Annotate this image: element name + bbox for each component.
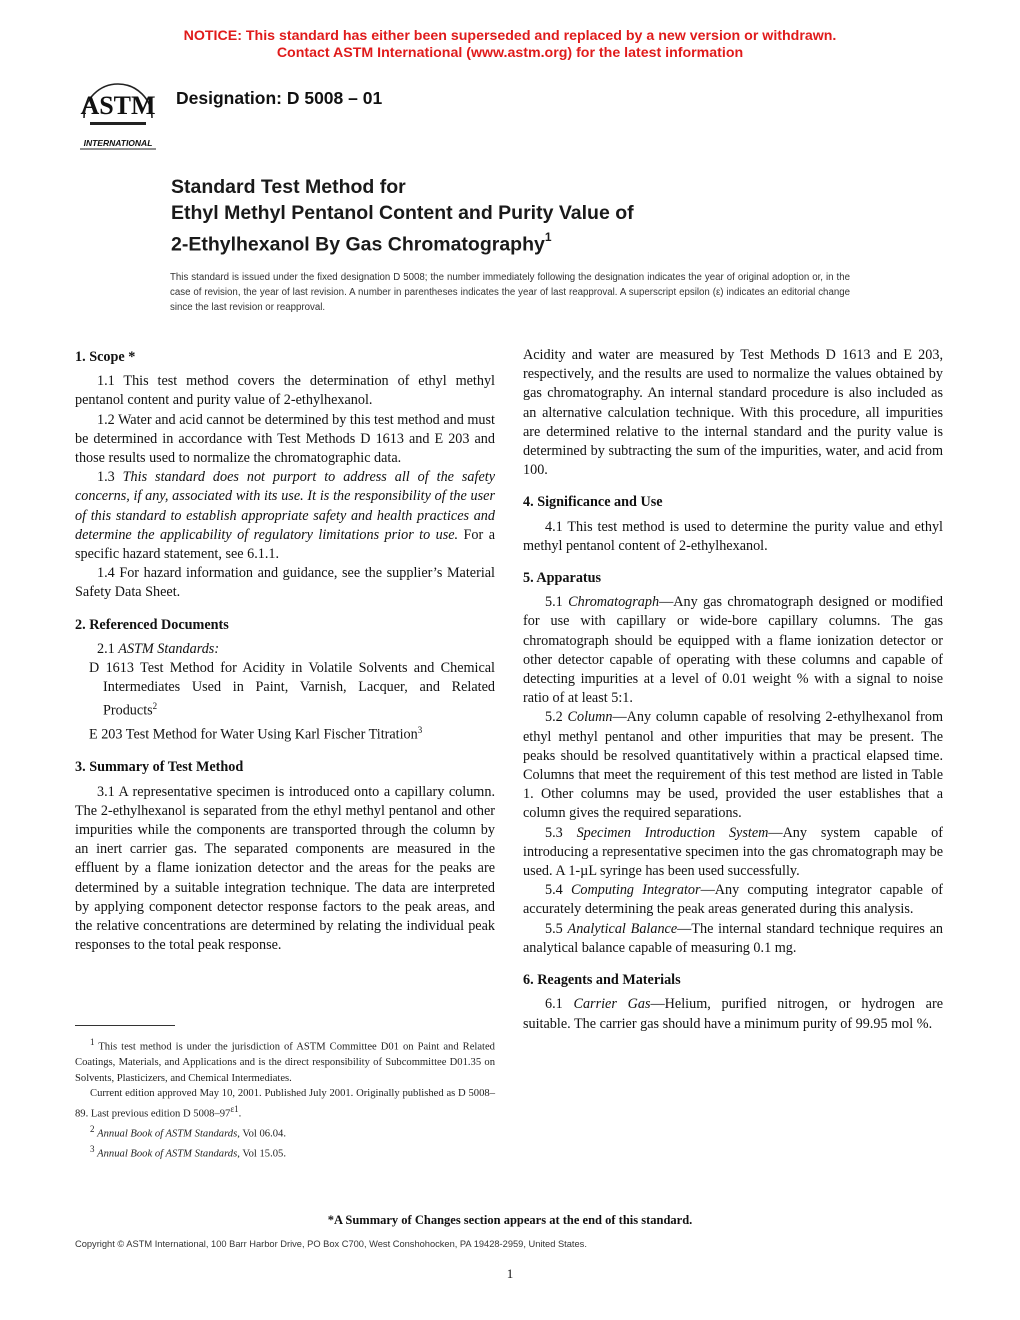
paragraph-3-1-continued: Acidity and water are measured by Test Methods D 1613 and E 203, respectively, and the results are used to normalize the values obtained by gas chromatography. An internal standard procedure is also included as an alternative calculation technique. With this procedure, all impurities are determined relative to the internal standard and the purity value is determined by subtracting the sum of the impurities, water, and acid from 100.: [523, 347, 943, 479]
astm-logo: [70, 72, 166, 154]
right-column: [523, 346, 943, 1034]
paragraph-2-1: 2.1 ASTM Standards:: [97, 640, 220, 657]
section-3-heading: 3. Summary of Test Method: [75, 759, 244, 776]
paragraph-4-1: 4.1 This test method is used to determine the purity value and ethyl methyl pentanol content of 2-ethylhexanol.: [523, 518, 943, 554]
footnote-3: $^3$ Annual Book of ASTM Standards, Vol 15.05.: [90, 1143, 286, 1160]
paragraph-1-2: 1.2 Water and acid cannot be determined by this test method and must be determined in accordance with Test Methods D 1613 and E 203 and those results used to normalize the chromatographic data.: [75, 411, 495, 467]
paragraph-5-1: 5.1 Chromatograph—Any gas chromatograph designed or modified for use with capillary or wide-bore capillary columns. The gas chromatograph should be equipped with a flame ionization detector or other detector capable of operating with these columns and capable of detecting impurities at a level of 0.01 weight % with a signal to noise ratio of at least 5:1.: [523, 594, 944, 707]
notice-line-2: Contact ASTM International (www.astm.org) for the latest information: [276, 45, 744, 61]
notice-line-1: NOTICE: This standard has either been superseded and replaced by a new version or withdrawn.: [183, 28, 837, 44]
paragraph-5-3: 5.3 Specimen Introduction System—Any system capable of introducing a representative specimen into the gas chromatograph may be used. A 1-µL syringe has been used successfully.: [523, 824, 944, 880]
footnotes: [75, 1035, 495, 1162]
title-line-2: Ethyl Methyl Pentanol Content and Purity Value of: [171, 202, 634, 224]
page-number: 1: [506, 1266, 514, 1281]
paragraph-1-3: 1.3 This standard does not purport to address all of the safety concerns, if any, associated with its use. It is the responsibility of the user of this standard to establish appropriate safety and health practices and determine the applicability of regulatory limitations prior to use. For a specific hazard statement, see 6.1.1.: [75, 469, 495, 563]
section-5-heading: 5. Apparatus: [523, 570, 602, 587]
title-line-3: 2-Ethylhexanol By Gas Chromatography: [171, 233, 545, 256]
reference-e203: E 203 Test Method for Water Using Karl Fischer Titration$^3$: [89, 725, 423, 744]
paragraph-1-1: 1.1 This test method covers the determination of ethyl methyl pentanol content and purity value of 2-ethylhexanol.: [75, 373, 495, 409]
section-6-heading: 6. Reagents and Materials: [523, 972, 681, 989]
document-title: [171, 174, 634, 258]
withdrawal-notice: [0, 28, 1020, 62]
paragraph-5-5: 5.5 Analytical Balance—The internal standard technique requires an analytical balance capable of measuring 0.1 mg.: [523, 920, 944, 956]
footnote-1: $^1$ This test method is under the jurisdiction of ASTM Committee D01 on Paint and Related Coatings, Materials, and Applications and is the direct responsibility of Subcommittee D01.35 on Solvents, Plasticizers, and Chemical Intermediates.: [75, 1037, 495, 1084]
footnote-1-edition: Current edition approved May 10, 2001. Published July 2001. Originally published as D 5008–89. Last previous edition D $5008-97^{\varepsilon 1}$.: [75, 1088, 495, 1120]
paragraph-1-4: 1.4 For hazard information and guidance, see the supplier’s Material Safety Data Sheet.: [75, 565, 495, 601]
logo-text: ASTM: [80, 91, 156, 120]
title-line-1: Standard Test Method for: [171, 176, 406, 198]
footnote-2: $^2$ Annual Book of ASTM Standards, Vol 06.04.: [90, 1123, 286, 1140]
paragraph-5-2: 5.2 Column—Any column capable of resolving 2-ethylhexanol from ethyl methyl pentanol and other impurities that may be present. The peaks should be resolved quantitatively within a practical elapsed time. Columns that meet the requirement of this test method are listed in Table 1. Other columns may be used, provided the user establishes that a column gives the required separations.: [523, 709, 943, 822]
section-1-heading: 1. Scope *: [75, 349, 136, 365]
section-2-heading: 2. Referenced Documents: [75, 616, 229, 633]
copyright: Copyright © ASTM International, 100 Barr Harbor Drive, PO Box C700, West Conshohocken, PA 19428-2959, United States.: [75, 1239, 587, 1249]
paragraph-3-1: 3.1 A representative specimen is introduced onto a capillary column. The 2-ethylhexanol is separated from the ethyl methyl pentanol and other impurities while the components are transported through the column by an inert carrier gas. The separated components are measured in the effluent by a flame ionization detector and the areas for the peaks are determined by a suitable integration technique. The data are interpreted by applying component detector response factors to the peak areas, and the relative concentrations are determined by relating the individual peak responses to the total peak response.: [75, 783, 495, 954]
issued-statement: This standard is issued under the fixed designation D 5008; the number immediately following the designation indicates the year of original adoption or, in the case of revision, the year of last revision. A number in parentheses indicates the year of last reapproval. A superscript epsilon (ε) indicates an editorial change since the last revision or reapproval.: [170, 272, 850, 313]
left-column: [75, 346, 495, 955]
paragraph-5-4: 5.4 Computing Integrator—Any computing integrator capable of accurately determining the peak areas generated during this analysis.: [523, 882, 944, 918]
footnote-divider: [75, 1025, 175, 1026]
title-footnote-mark: 1: [544, 230, 552, 244]
designation: Designation: D 5008 – 01: [176, 88, 383, 108]
summary-of-changes-note: *A Summary of Changes section appears at the end of this standard.: [327, 1213, 693, 1227]
reference-d1613: D 1613 Test Method for Acidity in Volatile Solvents and Chemical Intermediates Used in Paint, Varnish, Lacquer, and Related Products$^2$: [89, 660, 495, 720]
section-4-heading: 4. Significance and Use: [523, 494, 663, 511]
paragraph-6-1: 6.1 Carrier Gas—Helium, purified nitrogen, or hydrogen are suitable. The carrier gas should have a minimum purity of 99.95 mol %.: [523, 996, 944, 1032]
logo-subtext: INTERNATIONAL: [83, 138, 153, 148]
